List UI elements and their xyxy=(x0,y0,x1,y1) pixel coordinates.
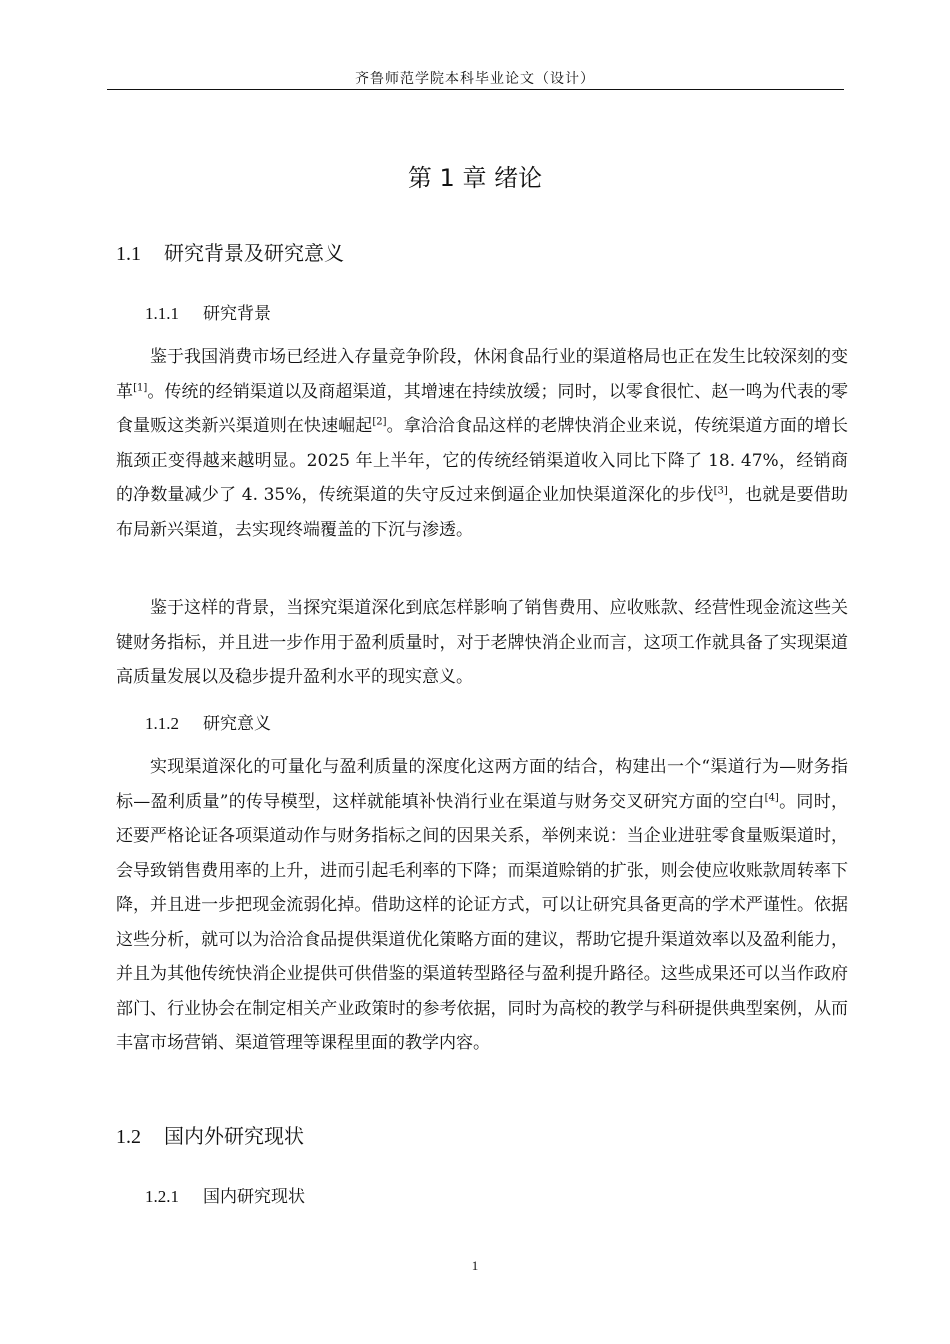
paragraph-text: 鉴于我国消费市场已经进入存量竞争阶段，休闲食品行业的渠道格局也正在发生比较深刻的变革 xyxy=(116,347,848,402)
section-heading-1-2 xyxy=(116,1120,304,1149)
paragraph-text: 。传统的经销渠道以及商超渠道，其增速在持续放缓；同时，以零食很忙、赵一鸣为代表的零食量贩这类新兴渠道则在快速崛起 xyxy=(116,381,849,436)
citation: [1] xyxy=(133,381,148,393)
paragraph-significance xyxy=(116,750,848,1061)
subsection-title: 研究背景 xyxy=(203,304,271,324)
citation: [4] xyxy=(764,791,779,803)
header-rule xyxy=(107,89,844,90)
paragraph-text: 实现渠道深化的可量化与盈利质量的深度化这两方面的结合，构建出一个“渠道行为—财务指标—盈利质量”的传导模型，这样就能填补快消行业在渠道与财务交叉研究方面的空白 xyxy=(116,757,848,812)
section-title: 国内外研究现状 xyxy=(164,1124,304,1148)
running-header: 齐鲁师范学院本科毕业论文（设计） xyxy=(355,71,595,87)
section-title: 研究背景及研究意义 xyxy=(164,241,344,265)
subsection-heading-1-1-1 xyxy=(145,299,271,324)
paragraph-text: ，也就是要借助布局新兴渠道，去实现终端覆盖的下沉与渗透。 xyxy=(116,485,849,540)
section-heading-1-1 xyxy=(116,237,344,266)
paragraph-text: 。拿洽洽食品这样的老牌快消企业来说，传统渠道方面的增长瓶颈正变得越来越明显。2025 年上半年，它的传统经销渠道收入同比下降了 18. 47%，经销商的净数量减少了 4. 35%，传统渠道的失守反过来倒逼企业加快渠道深化的步伐 xyxy=(116,416,849,505)
citation: [2] xyxy=(372,416,387,428)
page-number: 1 xyxy=(471,1258,479,1273)
subsection-number: 1.2.1 xyxy=(145,1187,179,1206)
subsection-number: 1.1.1 xyxy=(145,304,179,323)
section-number: 1.2 xyxy=(116,1126,141,1148)
paragraph-text: 。同时，还要严格论证各项渠道动作与财务指标之间的因果关系，举例来说：当企业进驻零食量贩渠道时，会导致销售费用率的上升，进而引起毛利率的下降；而渠道赊销的扩张，则会使应收账款周转率下降，并且进一步把现金流弱化掉。借助这样的论证方式，可以让研究具备更高的学术严谨性。依据这些分析，就可以为洽洽食品提供渠道优化策略方面的建议，帮助它提升渠道效率以及盈利能力，并且为其他传统快消企业提供可供借鉴的渠道转型路径与盈利提升路径。这些成果还可以当作政府部门、行业协会在制定相关产业政策时的参考依据，同时为高校的教学与科研提供典型案例，从而丰富市场营销、渠道管理等课程里面的教学内容。 xyxy=(116,791,848,1053)
paragraph-text: 鉴于这样的背景，当探究渠道深化到底怎样影响了销售费用、应收账款、经营性现金流这些关键财务指标，并且进一步作用于盈利质量时，对于老牌快消企业而言，这项工作就具备了实现渠道高质量发展以及稳步提升盈利水平的现实意义。 xyxy=(116,598,848,687)
paragraph-background xyxy=(116,340,848,547)
paragraph-significance-context xyxy=(116,591,848,695)
section-number: 1.1 xyxy=(116,243,141,265)
subsection-title: 国内研究现状 xyxy=(203,1187,305,1207)
chapter-title: 第 1 章 绪论 xyxy=(407,164,543,192)
citation: [3] xyxy=(713,485,728,497)
subsection-heading-1-1-2 xyxy=(145,709,271,734)
subsection-title: 研究意义 xyxy=(203,714,271,734)
subsection-heading-1-2-1 xyxy=(145,1182,305,1207)
subsection-number: 1.1.2 xyxy=(145,714,179,733)
